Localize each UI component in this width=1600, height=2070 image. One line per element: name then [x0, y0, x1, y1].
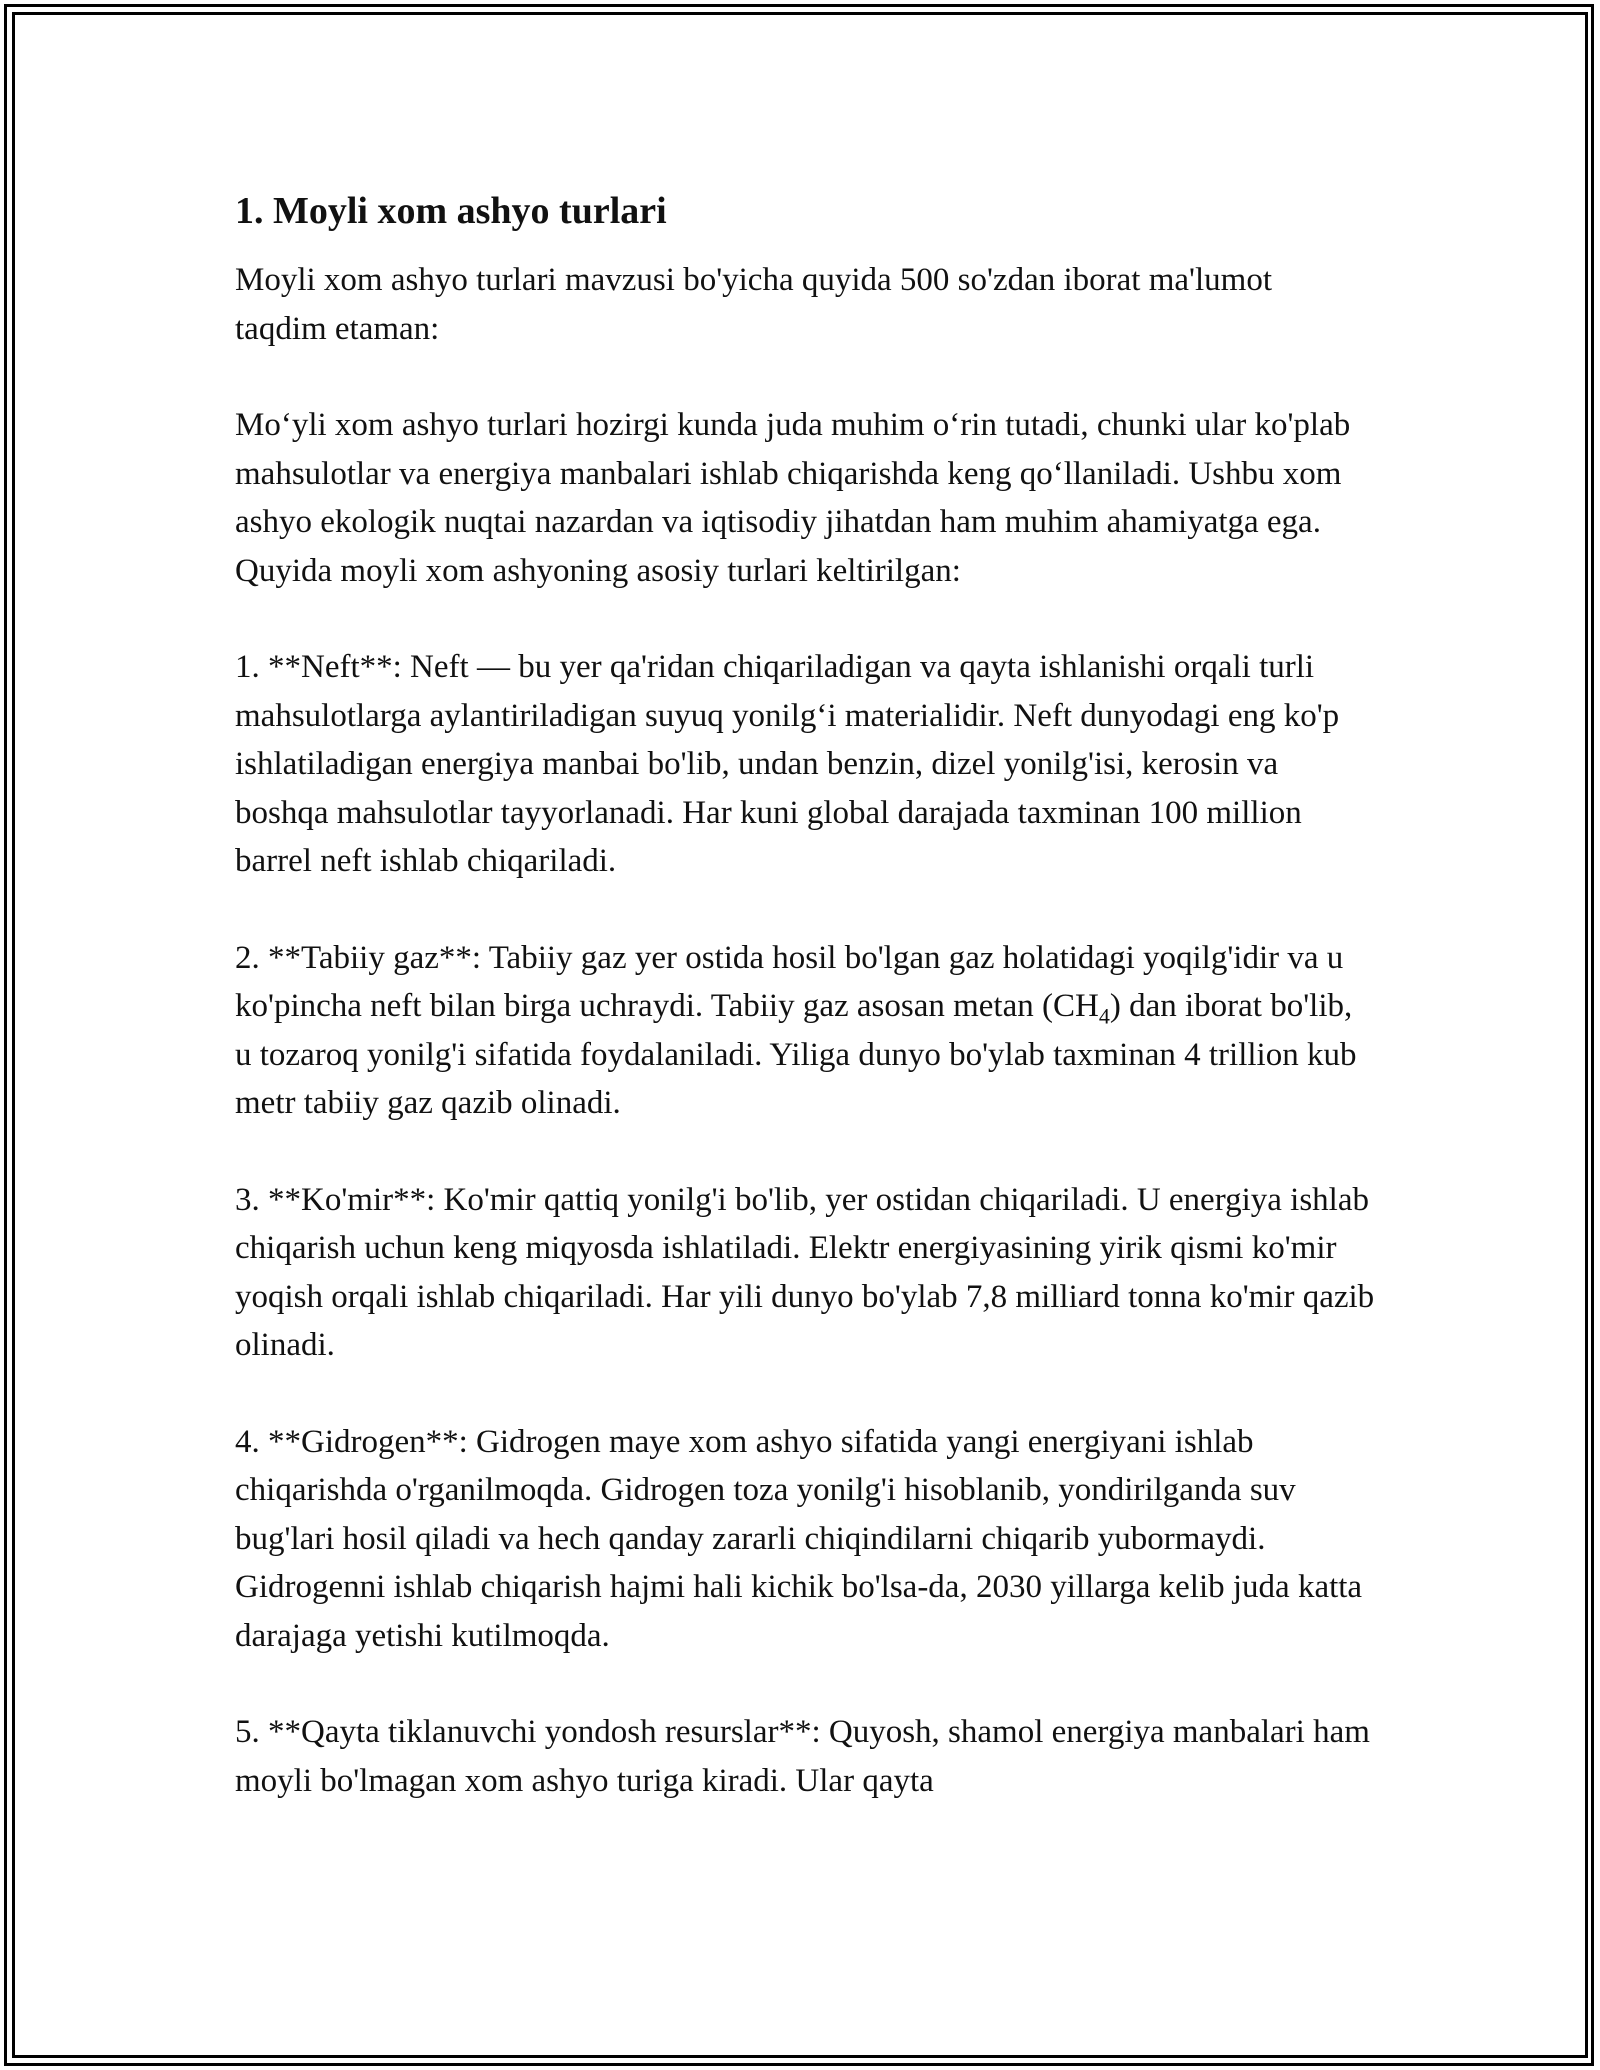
document-body	[235, 186, 1375, 1805]
item-natural-gas-text-end: ) dan iborat bo'lib, u tozaroq yonilg'i sifatida foydalaniladi. Yiliga dunyo bo'ylab taxminan 4 trillion kub metr tabiiy gaz qazib olinadi.	[235, 988, 1357, 1121]
document-title: 1. Moyli xom ashyo turlari	[235, 190, 667, 232]
item-coal-paragraph: 3. **Ko'mir**: Ko'mir qattiq yonilg'i bo'lib, yer ostidan chiqariladi. U energiya ishlab chiqarish uchun keng miqyosda ishlatiladi. Elektr energiyasining yirik qismi ko'mir yoqish orqali ishlab chiqariladi. Har yili dunyo bo'ylab 7,8 milliard tonna ko'mir qazib olinadi.	[235, 1181, 1375, 1363]
item-renewables-paragraph: 5. **Qayta tiklanuvchi yondosh resurslar**: Quyosh, shamol energiya manbalari ham moyli bo'lmagan xom ashyo turiga kiradi. Ular qayta	[235, 1714, 1370, 1799]
item-natural-gas-text-start: 2. **Tabiiy gaz**: Tabiiy gaz yer ostida hosil bo'lgan gaz holatidagi yoqilg'idir va u ko'pincha neft bilan birga uchraydi. Tabiiy gaz asosan metan (CH	[235, 939, 1344, 1024]
item-hydrogen-paragraph: 4. **Gidrogen**: Gidrogen maye xom ashyo sifatida yangi energiyani ishlab chiqarishda o'rganilmoqda. Gidrogen toza yonilg'i hisoblanib, yondirilganda suv bug'lari hosil qiladi va hech qanday zararli chiqindilarni chiqarib yubormaydi. Gidrogenni ishlab chiqarish hajmi hali kichik bo'lsa-da, 2030 yillarga kelib juda katta darajaga yetishi kutilmoqda.	[235, 1423, 1363, 1654]
item-natural-gas-paragraph	[235, 934, 1375, 1128]
overview-paragraph: Mo‘yli xom ashyo turlari hozirgi kunda juda muhim o‘rin tutadi, chunki ular ko'plab mahsulotlar va energiya manbalari ishlab chiqarishda keng qo‘llaniladi. Ushbu xom ashyo ekologik nuqtai nazardan va iqtisodiy jihatdan ham muhim ahamiyatga ega. Quyida moyli xom ashyoning asosiy turlari keltirilgan:	[235, 407, 1351, 589]
methane-subscript: 4	[1098, 1003, 1110, 1029]
item-oil-paragraph: 1. **Neft**: Neft — bu yer qa'ridan chiqariladigan va qayta ishlanishi orqali turli mahsulotlarga aylantiriladigan suyuq yonilg‘i materialidir. Neft dunyodagi eng ko'p ishlatiladigan energiya manbai bo'lib, undan benzin, dizel yonilg'isi, kerosin va boshqa mahsulotlar tayyorlanadi. Har kuni global darajada taxminan 100 million barrel neft ishlab chiqariladi.	[235, 649, 1340, 879]
intro-paragraph: Moyli xom ashyo turlari mavzusi bo'yicha quyida 500 so'zdan iborat ma'lumot taqdim etaman:	[235, 262, 1272, 347]
